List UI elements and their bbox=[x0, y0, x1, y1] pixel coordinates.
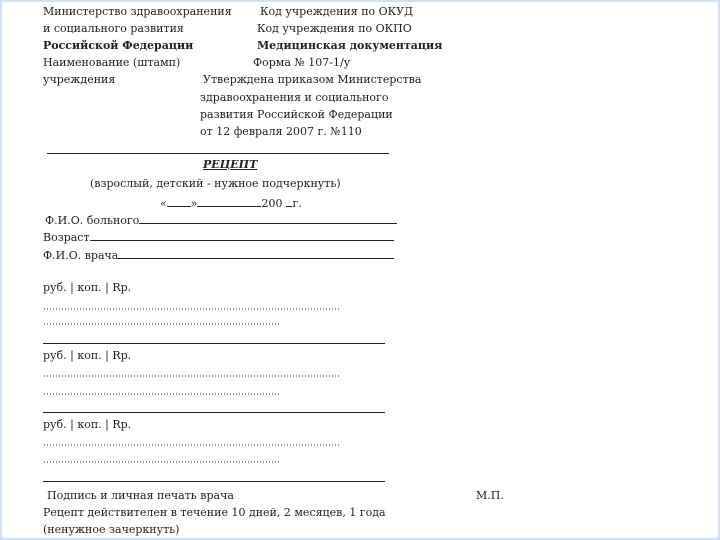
ministry-line-1: Министерство здравоохранения bbox=[43, 5, 232, 18]
signature-label: Подпись и личная печать врача bbox=[47, 489, 234, 502]
date-close-quote: » bbox=[190, 197, 198, 210]
approved-line-3: развития Российской Федерации bbox=[200, 108, 393, 121]
approved-line-1: Утверждена приказом Министерства bbox=[203, 73, 422, 86]
date-line bbox=[160, 195, 302, 211]
rx-dotted-line-1b[interactable] bbox=[43, 323, 279, 325]
approved-line-4: от 12 февраля 2007 г. №110 bbox=[200, 125, 362, 138]
date-year-suffix: г. bbox=[292, 197, 302, 210]
med-doc-label: Медицинская документация bbox=[257, 39, 443, 52]
okud-label: Код учреждения по ОКУД bbox=[260, 5, 414, 18]
header-divider bbox=[47, 153, 389, 154]
date-year-prefix: 200 bbox=[261, 197, 283, 210]
stamp-label: Наименование (штамп) bbox=[43, 56, 181, 69]
approved-line-2: здравоохранения и социального bbox=[200, 91, 389, 104]
cross-out-note: (ненужное зачеркнуть) bbox=[43, 523, 180, 536]
date-open-quote: « bbox=[160, 197, 167, 210]
rx-dotted-line-2a[interactable] bbox=[43, 375, 339, 377]
age-row bbox=[43, 229, 394, 245]
rx-divider-3 bbox=[43, 481, 385, 482]
rx-label-2: руб. | коп. | Rp. bbox=[43, 349, 132, 362]
age-label: Возраст bbox=[43, 231, 90, 244]
patient-type-note: (взрослый, детский - нужное подчеркнуть) bbox=[90, 177, 341, 190]
rx-divider-2 bbox=[43, 412, 385, 413]
okpo-label: Код учреждения по ОКПО bbox=[257, 22, 412, 35]
date-month-field[interactable] bbox=[197, 195, 261, 207]
rx-label-1: руб. | коп. | Rp. bbox=[43, 281, 132, 294]
rx-dotted-line-3b[interactable] bbox=[43, 461, 279, 463]
ministry-line-2: и социального развития bbox=[43, 22, 184, 35]
validity-note: Рецепт действителен в течение 10 дней, 2 месяцев, 1 года bbox=[43, 506, 386, 519]
rx-label-3: руб. | коп. | Rp. bbox=[43, 418, 132, 431]
stamp-place: М.П. bbox=[476, 489, 504, 502]
age-field[interactable] bbox=[90, 229, 394, 241]
doctor-row bbox=[43, 247, 394, 263]
rx-divider-1 bbox=[43, 343, 385, 344]
rx-dotted-line-1a[interactable] bbox=[43, 308, 339, 310]
patient-row bbox=[45, 212, 397, 228]
patient-name-field[interactable] bbox=[139, 212, 397, 224]
rx-dotted-line-2b[interactable] bbox=[43, 393, 279, 395]
doctor-name-field[interactable] bbox=[118, 247, 394, 259]
ministry-line-3: Российской Федерации bbox=[43, 39, 194, 52]
doctor-name-label: Ф.И.О. врача bbox=[43, 249, 119, 262]
form-number: Форма № 107-1/у bbox=[253, 56, 351, 69]
date-day-field[interactable] bbox=[167, 195, 191, 207]
patient-name-label: Ф.И.О. больного bbox=[45, 214, 140, 227]
institution-label: учреждения bbox=[43, 73, 116, 86]
rx-dotted-line-3a[interactable] bbox=[43, 444, 339, 446]
recipe-title: РЕЦЕПТ bbox=[203, 158, 258, 171]
